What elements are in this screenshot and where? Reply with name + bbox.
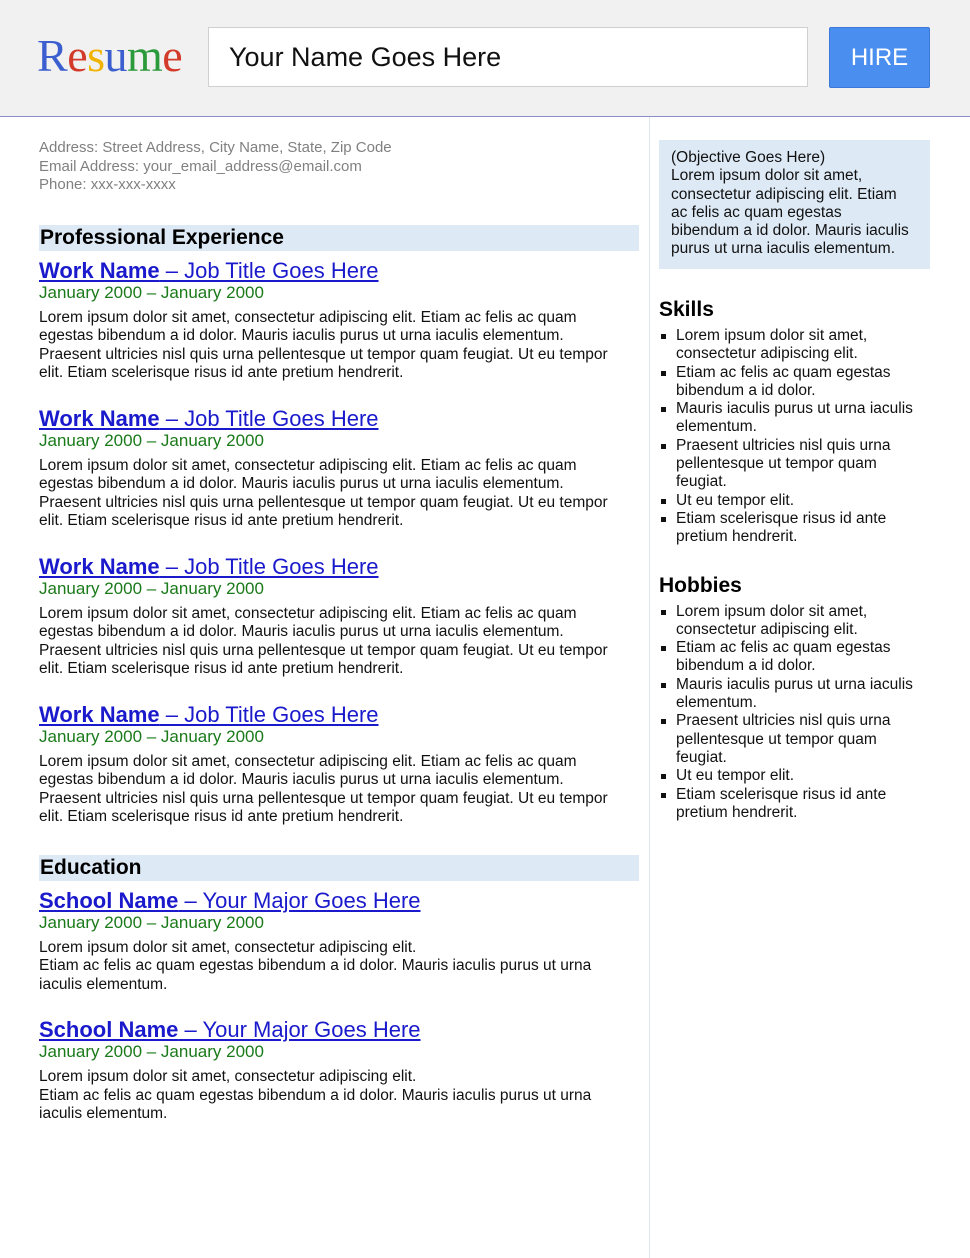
skills-item [659,364,930,401]
contact-info [39,139,639,195]
education-entry-title-link[interactable] [39,889,421,913]
skills-item-line: Etiam scelerisque risus id ante [676,509,887,527]
hobbies-item-line: bibendum a id dolor. [676,657,816,675]
experience-entry [39,703,639,827]
description-line: elit. Etiam scelerisque risus id ante pretium hendrerit. [39,660,404,677]
hobbies-list [659,603,930,823]
skills-item-line: Praesent ultricies nisl quis urna [676,436,891,454]
description-line: Etiam ac felis ac quam egestas bibendum a id dolor. Mauris iaculis purus ut urna [39,1086,592,1104]
education-entry-name: School Name [39,1017,179,1042]
education-entry [39,889,639,995]
objective-text [671,167,920,258]
experience-entry-title: – Job Title Goes Here [159,701,379,727]
skills-item-line: Lorem ipsum dolor sit amet, [676,327,868,344]
education-entry-dates: January 2000 – January 2000 [39,912,264,932]
description-line: elit. Etiam scelerisque risus id ante pretium hendrerit. [39,364,404,381]
column-divider [649,117,650,1258]
hobbies-item-line: Lorem ipsum dolor sit amet, [676,602,868,620]
description-line: Lorem ipsum dolor sit amet, consectetur adipiscing elit. [39,1068,417,1085]
skills-item-line: Mauris iaculis purus ut urna iaculis [676,400,913,418]
hobbies-item-line: feugiat. [676,748,727,766]
section-heading-education: Education [39,855,639,881]
experience-entry-title: – Job Title Goes Here [159,257,379,283]
experience-entry-name: Work Name [39,405,160,431]
skills-item [659,327,930,364]
objective-line: purus ut urna iaculis elementum. [671,240,896,258]
description-line: Praesent ultricies nisl quis urna pellentesque ut tempor quam feugiat. Ut eu tempor [39,345,608,363]
side-column [659,140,930,822]
education-entry-title-link[interactable] [39,1018,421,1042]
description-line: Lorem ipsum dolor sit amet, consectetur adipiscing elit. Etiam ac felis ac quam [39,456,577,474]
experience-entry-description [39,605,639,679]
description-line: iaculis elementum. [39,975,168,993]
education-entry-name: School Name [39,887,179,913]
skills-list [659,327,930,547]
objective-line: consectetur adipiscing elit. Etiam [671,185,897,203]
education-entry-title: – Your Major Goes Here [178,887,421,913]
skills-item-line: consectetur adipiscing elit. [676,345,858,363]
experience-entry-title-link[interactable] [39,259,379,283]
contact-address: Address: Street Address, City Name, State, Zip Code [39,139,392,156]
education-entry-dates: January 2000 – January 2000 [39,1042,264,1061]
logo-letter: e [162,30,183,81]
hire-button[interactable]: HIRE [829,27,930,88]
hobbies-item-line: Etiam scelerisque risus id ante [676,785,887,803]
description-line: Praesent ultricies nisl quis urna pellentesque ut tempor quam feugiat. Ut eu tempor [39,789,608,807]
experience-entry-description [39,457,639,531]
description-line: elit. Etiam scelerisque risus id ante pretium hendrerit. [39,512,404,529]
experience-entry-title: – Job Title Goes Here [159,553,379,579]
description-line: Praesent ultricies nisl quis urna pellentesque ut tempor quam feugiat. Ut eu tempor [39,493,608,511]
skills-item [659,510,930,547]
experience-entry-name: Work Name [39,553,160,579]
hobbies-item [659,712,930,767]
skills-item [659,400,930,437]
contact-email: Email Address: your_email_address@email.com [39,157,362,175]
logo-letter: R [37,30,68,81]
logo-letter: u [104,30,128,81]
hobbies-item [659,676,930,713]
experience-entry-title-link[interactable] [39,407,379,431]
header-bar [0,0,970,117]
objective-box [659,140,930,269]
hobbies-item-line: pellentesque ut tempor quam [676,730,877,748]
experience-entry-title: – Job Title Goes Here [159,405,379,431]
objective-line: Lorem ipsum dolor sit amet, [671,167,863,185]
hobbies-item-line: Mauris iaculis purus ut urna iaculis [676,675,913,693]
experience-entry-description [39,309,639,383]
description-line: elit. Etiam scelerisque risus id ante pretium hendrerit. [39,808,404,825]
description-line: egestas bibendum a id dolor. Mauris iaculis purus ut urna iaculis elementum. [39,475,564,492]
description-line: Lorem ipsum dolor sit amet, consectetur adipiscing elit. Etiam ac felis ac quam [39,604,577,622]
experience-entry-name: Work Name [39,257,160,283]
name-search-field[interactable]: Your Name Goes Here [208,27,808,87]
description-line: Lorem ipsum dolor sit amet, consectetur adipiscing elit. [39,938,417,956]
skills-item [659,437,930,492]
description-line: Lorem ipsum dolor sit amet, consectetur adipiscing elit. Etiam ac felis ac quam [39,752,577,770]
experience-entry-description [39,753,639,827]
hobbies-item-line: pretium hendrerit. [676,803,798,821]
education-entry [39,1018,639,1124]
experience-entry [39,555,639,679]
objective-line: bibendum a id dolor. Mauris iaculis [671,222,909,240]
skills-item [659,492,930,510]
education-entry-title: – Your Major Goes Here [178,1017,421,1042]
objective-line: ac felis ac quam egestas [671,203,842,221]
description-line: egestas bibendum a id dolor. Mauris iaculis purus ut urna iaculis elementum. [39,771,564,788]
hobbies-item [659,603,930,640]
hobbies-item-line: consectetur adipiscing elit. [676,620,858,638]
description-line: egestas bibendum a id dolor. Mauris iaculis purus ut urna iaculis elementum. [39,327,564,344]
description-line: iaculis elementum. [39,1105,168,1122]
hobbies-item-line: elementum. [676,694,757,712]
main-column [39,139,639,1124]
logo-letter: s [87,30,105,81]
experience-entry [39,407,639,531]
skills-heading: Skills [659,298,714,321]
experience-entry-dates: January 2000 – January 2000 [39,726,264,746]
experience-entry [39,259,639,383]
hobbies-item [659,767,930,785]
resume-logo[interactable] [37,30,182,82]
experience-entry-title-link[interactable] [39,555,379,579]
education-list [39,889,639,1124]
contact-phone: Phone: xxx-xxx-xxxx [39,176,176,193]
hobbies-item [659,786,930,823]
skills-item-line: Ut eu tempor elit. [676,491,795,509]
description-line: Etiam ac felis ac quam egestas bibendum a id dolor. Mauris iaculis purus ut urna [39,957,592,974]
education-entry-description [39,939,639,995]
experience-entry-name: Work Name [39,701,160,727]
skills-item-line: pellentesque ut tempor quam [676,455,877,473]
hobbies-item-line: Praesent ultricies nisl quis urna [676,712,891,730]
skills-item-line: pretium hendrerit. [676,528,798,546]
description-line: Lorem ipsum dolor sit amet, consectetur adipiscing elit. Etiam ac felis ac quam [39,308,577,326]
experience-entry-dates: January 2000 – January 2000 [39,282,264,302]
hobbies-item [659,639,930,676]
section-heading-experience: Professional Experience [39,225,639,251]
logo-letter: m [127,30,163,81]
logo-letter: e [67,30,88,81]
hobbies-item-line: Ut eu tempor elit. [676,767,795,785]
experience-entry-title-link[interactable] [39,703,379,727]
skills-item-line: elementum. [676,418,757,436]
description-line: egestas bibendum a id dolor. Mauris iaculis purus ut urna iaculis elementum. [39,623,564,640]
objective-label: (Objective Goes Here) [671,149,826,166]
experience-entry-dates: January 2000 – January 2000 [39,430,264,450]
hobbies-heading: Hobbies [659,573,742,597]
skills-item-line: Etiam ac felis ac quam egestas [676,363,891,381]
experience-entry-dates: January 2000 – January 2000 [39,578,264,598]
skills-item-line: bibendum a id dolor. [676,381,816,399]
hobbies-item-line: Etiam ac felis ac quam egestas [676,639,891,657]
skills-item-line: feugiat. [676,473,727,491]
experience-list [39,259,639,827]
description-line: Praesent ultricies nisl quis urna pellentesque ut tempor quam feugiat. Ut eu tempor [39,641,608,659]
education-entry-description [39,1068,639,1124]
